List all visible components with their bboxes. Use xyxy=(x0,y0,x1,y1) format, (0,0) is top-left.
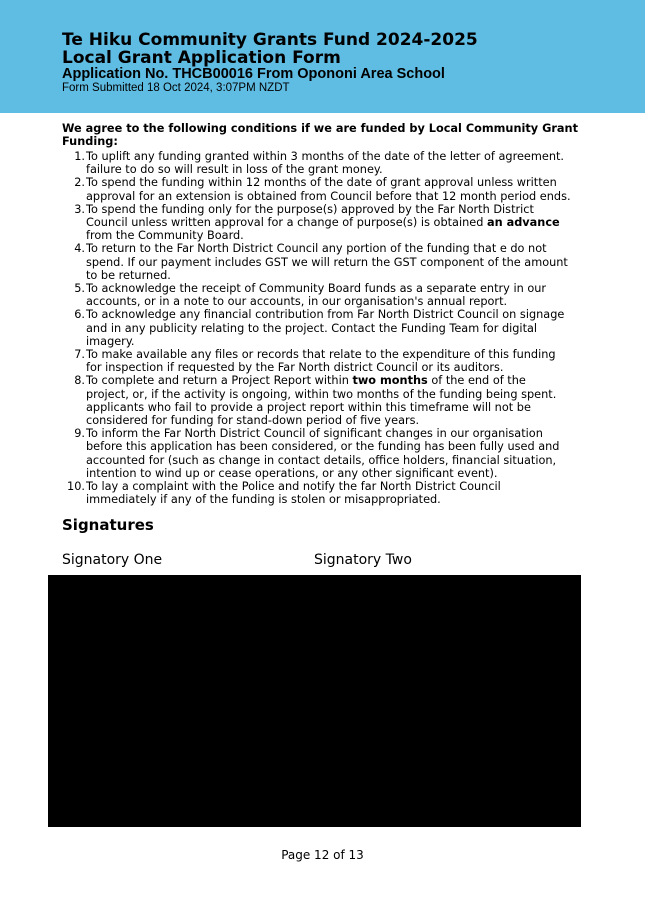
submission-date: Form Submitted 18 Oct 2024, 3:07PM NZDT xyxy=(62,82,290,94)
condition-number: 10. xyxy=(67,480,85,494)
condition-item xyxy=(62,176,572,202)
condition-number: 6. xyxy=(74,308,85,322)
condition-emphasis: an advance xyxy=(487,216,560,230)
condition-item xyxy=(62,348,572,374)
application-number: Application No. THCB00016 From Opononi Area School xyxy=(62,66,445,82)
condition-text: To spend the funding only for the purpose(s) approved by the Far North District Council unless written approval for a change of purpose(s) is obtained xyxy=(86,202,534,230)
condition-text: To acknowledge the receipt of Community Board funds as a separate entry in our accounts, or in a note to our accounts, in our organisation's annual report. xyxy=(86,282,547,309)
condition-text: To acknowledge any financial contribution from Far North District Council on signage and in any publicity relating to the project. Contact the Funding Team for digital imagery. xyxy=(86,308,565,348)
condition-text: To inform the Far North District Council of significant changes in our organisation before this application has been considered, or the funding has been fully used and accounted for (such as change in contact details, office holders, financial situation, intention to wind up or cease operations, or any other significant event). xyxy=(86,427,560,480)
condition-number: 9. xyxy=(74,427,85,441)
condition-item xyxy=(62,150,572,176)
condition-text: To lay a complaint with the Police and notify the far North District Council immediately if any of the funding is stolen or misappropriated. xyxy=(86,480,501,507)
condition-number: 1. xyxy=(74,150,85,163)
condition-text: To spend the funding within 12 months of the date of grant approval unless written approval for an extension is obtained from Council before that 12 month period ends. xyxy=(86,176,571,203)
signatory-two-label: Signatory Two xyxy=(314,552,412,568)
condition-text: To return to the Far North District Council any portion of the funding that e do not spend. If our payment includes GST we will return the GST component of the amount to be returned. xyxy=(86,242,568,282)
signatures-heading: Signatures xyxy=(62,516,154,534)
condition-text: of the end of the project, or, if the activity is ongoing, within two months of the funding being spent. applicants who fail to provide a project report within this timeframe will not be considered for funding for stand-down period of five years. xyxy=(86,374,557,428)
fund-title: Te Hiku Community Grants Fund 2024-2025 xyxy=(62,30,478,50)
condition-number: 2. xyxy=(74,176,85,190)
signature-image-redacted xyxy=(48,575,581,827)
condition-item xyxy=(62,242,572,282)
signatory-one-label: Signatory One xyxy=(62,552,163,568)
form-title: Local Grant Application Form xyxy=(62,48,341,68)
condition-text: To complete and return a Project Report within xyxy=(86,374,353,388)
condition-item xyxy=(62,427,572,480)
condition-text: To make available any files or records that relate to the expenditure of this funding for inspection if requested by the Far North district Council or its auditors. xyxy=(86,348,556,375)
document-header xyxy=(0,0,645,113)
condition-emphasis: two months xyxy=(352,374,428,388)
condition-text: To uplift any funding granted within 3 months of the date of the letter of agreement. failure to do so will result in loss of the grant money. xyxy=(86,150,565,177)
condition-number: 8. xyxy=(74,374,85,388)
condition-number: 4. xyxy=(74,242,85,256)
condition-number: 7. xyxy=(74,348,85,362)
condition-number: 3. xyxy=(74,202,85,216)
condition-number: 5. xyxy=(74,282,85,296)
page-number: Page 12 of 13 xyxy=(281,848,364,862)
condition-item xyxy=(62,308,572,348)
conditions-list xyxy=(62,150,572,506)
condition-item xyxy=(62,282,572,308)
condition-text: from the Community Board. xyxy=(86,229,244,243)
condition-item xyxy=(62,480,572,506)
condition-item xyxy=(62,203,572,243)
condition-item xyxy=(62,374,572,427)
conditions-intro: We agree to the following conditions if we are funded by Local Community Grant Funding: xyxy=(62,122,578,149)
